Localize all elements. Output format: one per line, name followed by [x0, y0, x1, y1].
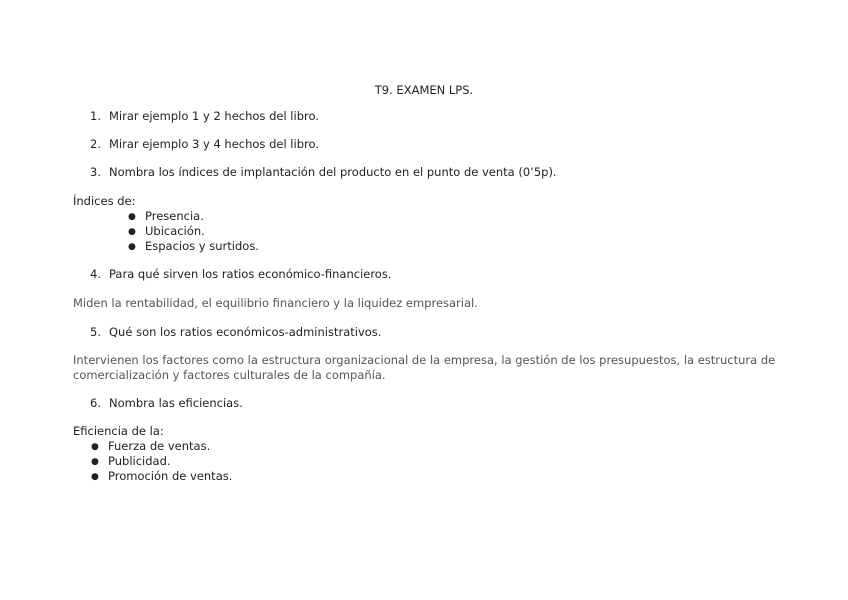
- list-item-text: Ubicación.: [145, 224, 205, 238]
- list-item-text: Espacios y surtidos.: [145, 239, 259, 253]
- question-number: 3.: [90, 165, 101, 179]
- list-item-text: Promoción de ventas.: [108, 469, 233, 483]
- list-item-text: Presencia.: [145, 209, 204, 223]
- question-number: 2.: [90, 137, 101, 151]
- document-title: T9. EXAMEN LPS.: [374, 83, 474, 97]
- list-item-promocion-de-ventas: [91, 469, 232, 485]
- bullet-icon: ●: [128, 227, 136, 237]
- question-text: Mirar ejemplo 1 y 2 hechos del libro.: [109, 109, 319, 123]
- question-number: 5.: [90, 325, 101, 339]
- question-text: Mirar ejemplo 3 y 4 hechos del libro.: [109, 137, 319, 151]
- question-number: 4.: [90, 267, 101, 281]
- list-item-text: Fuerza de ventas.: [108, 439, 211, 453]
- question-text: Nombra las eficiencias.: [109, 396, 243, 410]
- question-3: [90, 165, 557, 180]
- list-item-fuerza-de-ventas: [91, 439, 210, 455]
- question-1: [90, 109, 319, 124]
- bullet-icon: ●: [128, 242, 136, 252]
- question-text: Nombra los índices de implantación del producto en el punto de venta (0’5p).: [109, 165, 557, 179]
- bullet-icon: ●: [128, 212, 136, 222]
- bullet-icon: ●: [91, 442, 99, 452]
- answer-5-line-1: Intervienen los factores como la estructura organizacional de la empresa, la gestión de los presupuestos, la estructura de: [73, 353, 776, 367]
- question-text: Para qué sirven los ratios económico-financieros.: [109, 267, 392, 281]
- list-item-espacios: [128, 239, 259, 255]
- question-text: Qué son los ratios económicos-administrativos.: [109, 325, 382, 339]
- bullet-icon: ●: [91, 457, 99, 467]
- list-item-ubicacion: [128, 224, 205, 240]
- indices-label: Índices de:: [73, 194, 136, 208]
- answer-4: Miden la rentabilidad, el equilibrio financiero y la liquidez empresarial.: [73, 296, 478, 310]
- list-item-text: Publicidad.: [108, 454, 171, 468]
- question-5: [90, 325, 381, 340]
- question-6: [90, 396, 243, 411]
- list-item-presencia: [128, 209, 204, 225]
- question-number: 1.: [90, 109, 101, 123]
- list-item-publicidad: [91, 454, 171, 470]
- question-number: 6.: [90, 396, 101, 410]
- bullet-icon: ●: [91, 472, 99, 482]
- eficiencias-label: Eficiencia de la:: [73, 424, 164, 438]
- answer-5-line-2: comercialización y factores culturales de la compañía.: [73, 368, 386, 382]
- question-2: [90, 137, 319, 152]
- question-4: [90, 267, 392, 282]
